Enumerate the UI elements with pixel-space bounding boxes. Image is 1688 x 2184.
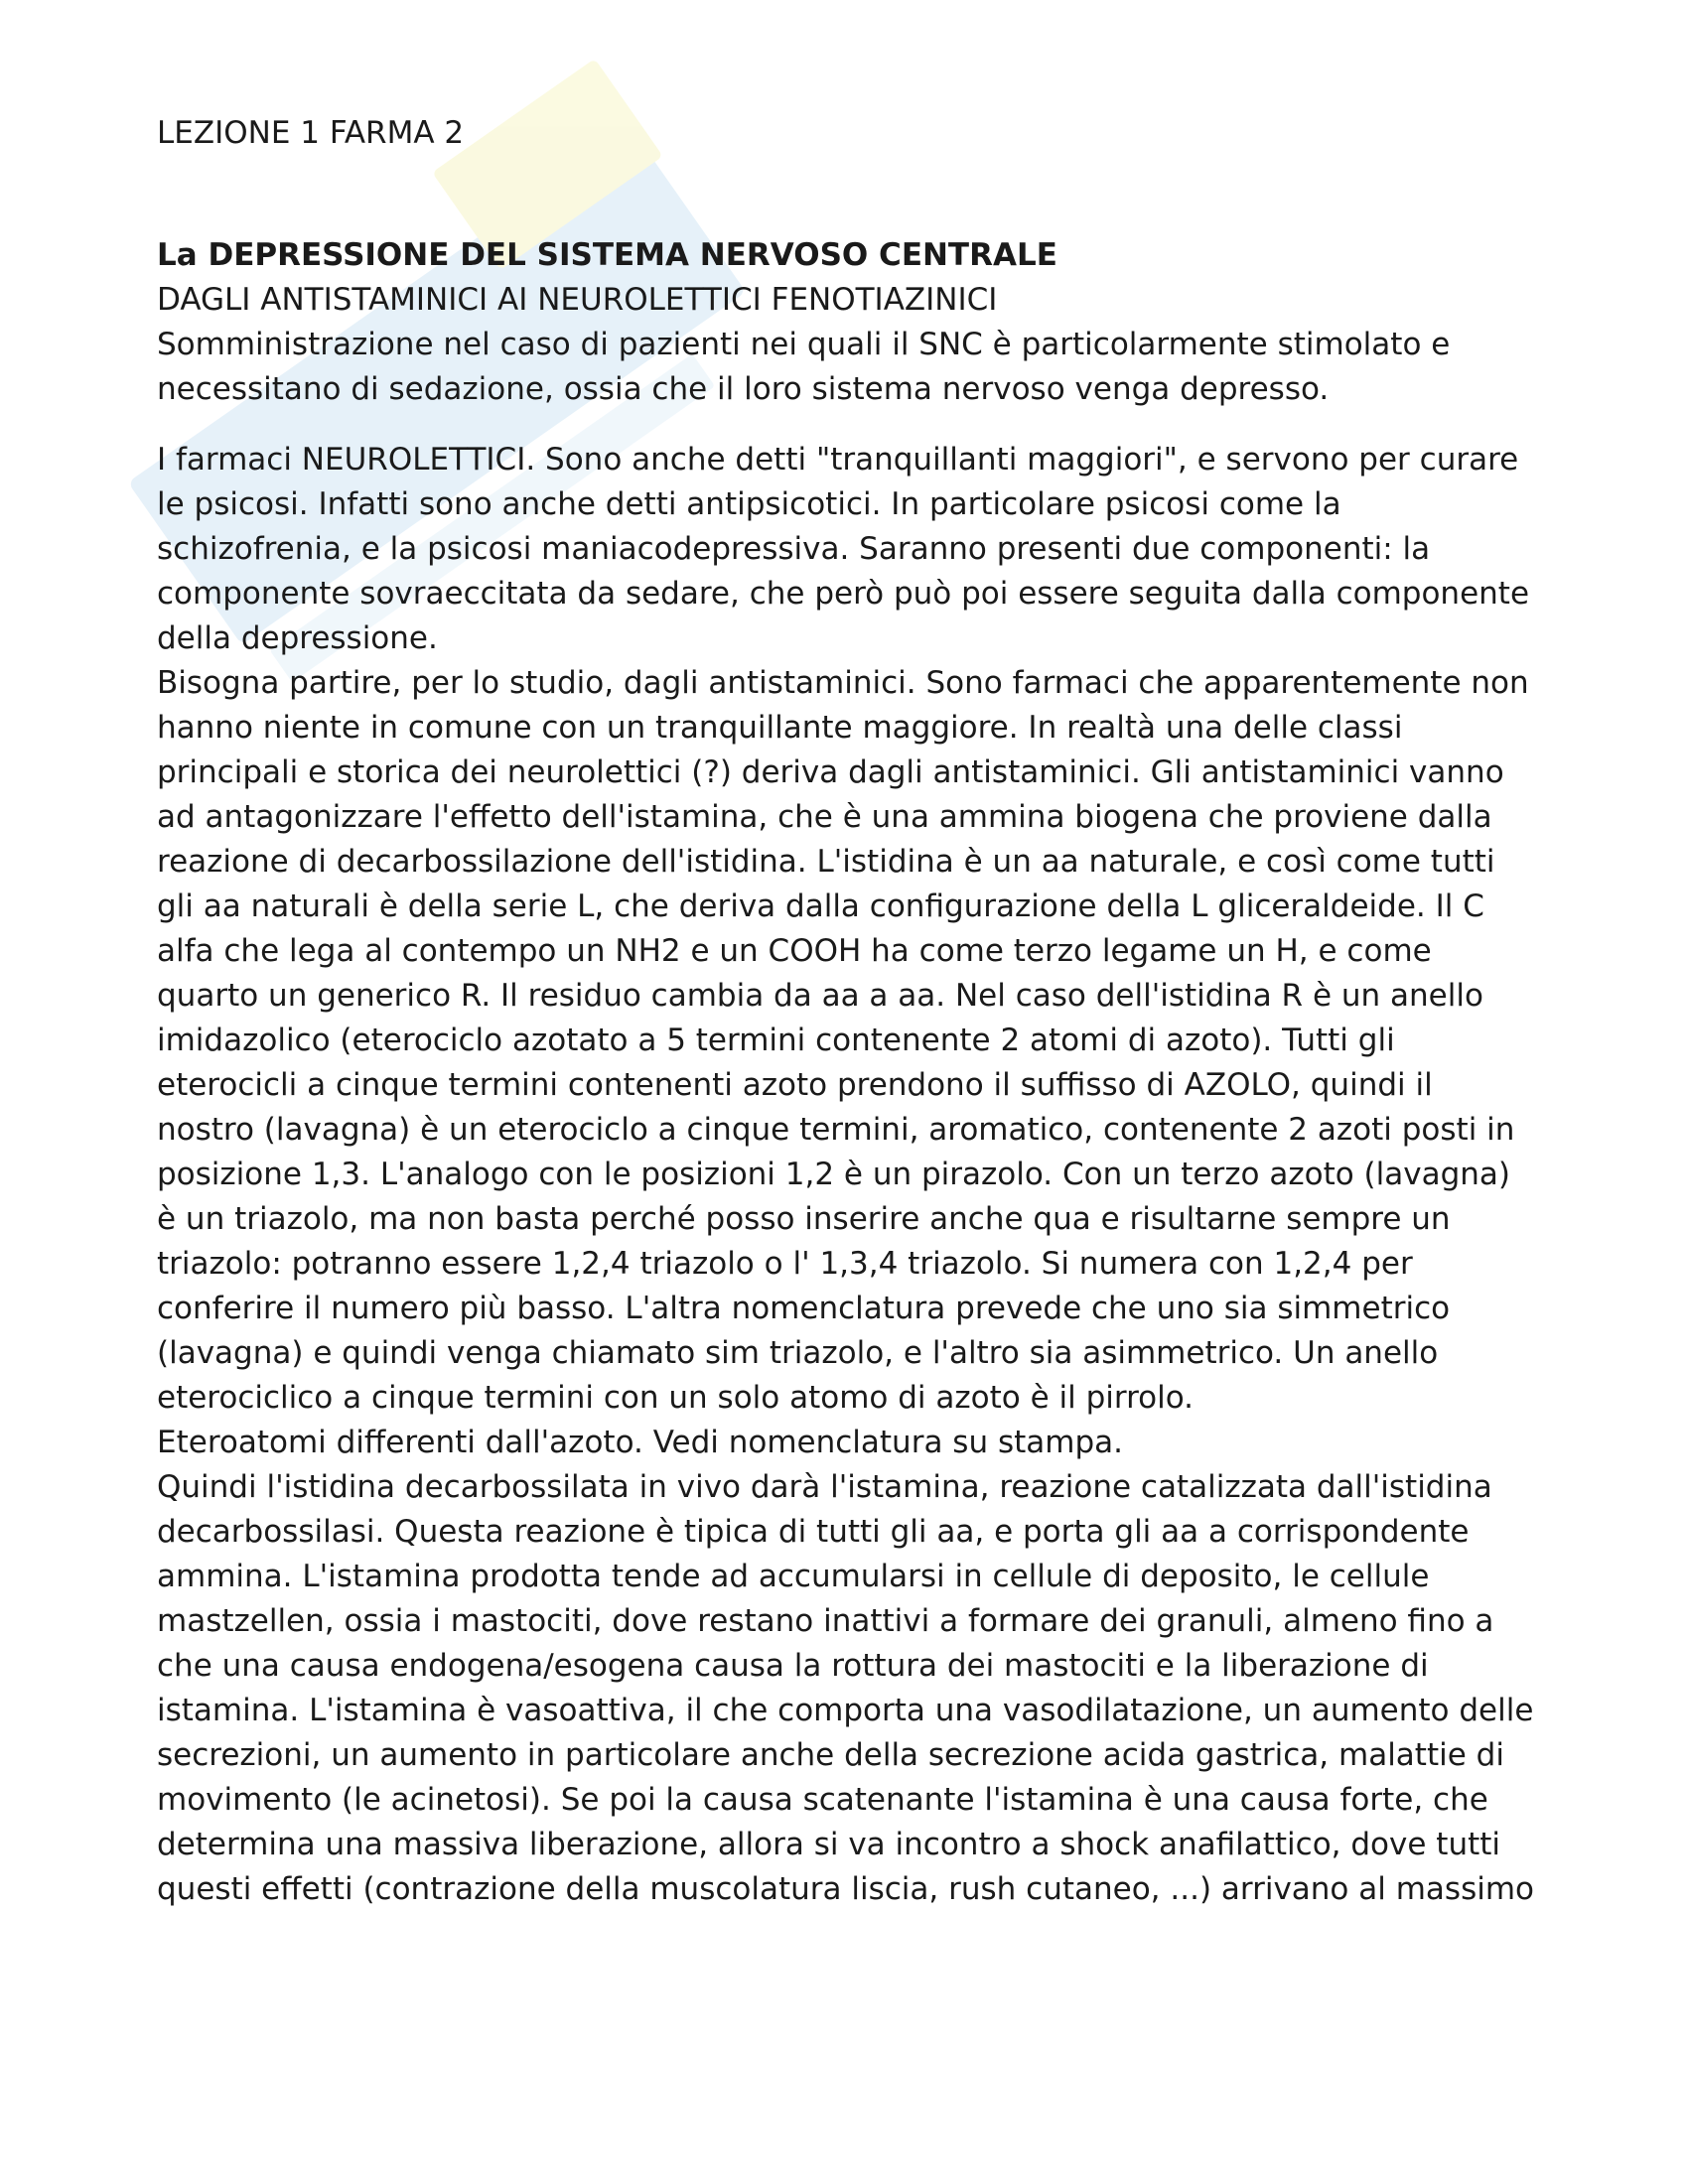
paragraph-eteroatomi: Eteroatomi differenti dall'azoto. Vedi nomenclatura su stampa.: [157, 1425, 1123, 1460]
paragraph-antistaminici: Bisogna partire, per lo studio, dagli antistaminici. Sono farmaci che apparentemente non hanno niente in comune con un tranquillante maggiore. In realtà una delle classi principali e storica dei neurolettici (?) deriva dagli antistaminici. Gli antistaminici vanno ad antagonizzare l'effetto dell'istamina, che è una ammina biogena che proviene dalla reazione di decarbossilazione dell'istidina. L'istidina è un aa naturale, e così come tutti gli aa naturali è della serie L, che deriva dalla configurazione della L gliceraldeide. Il C alfa che lega al contempo un NH2 e un COOH ha come terzo legame un H, e come quarto un generico R. Il residuo cambia da aa a aa. Nel caso dell'istidina R è un anello imidazolico (eterociclo azotato a 5 termini contenente 2 atomi di azoto). Tutti gli eterocicli a cinque termini contenenti azoto prendono il suffisso di AZOLO, quindi il nostro (lavagna) è un eterociclo a cinque termini, aromatico, contenente 2 azoti posti in posizione 1,3. L'analogo con le posizioni 1,2 è un pirazolo. Con un terzo azoto (lavagna) è un triazolo, ma non basta perché posso inserire anche qua e risultarne sempre un triazolo: potranno essere 1,2,4 triazolo o l' 1,3,4 triazolo. Si numera con 1,2,4 per conferire il numero più basso. L'altra nomenclatura prevede che uno sia simmetrico (lavagna) e quindi venga chiamato sim triazolo, e l'altro sia asimmetrico. Un anello eterociclico a cinque termini con un solo atomo di azoto è il pirrolo.: [157, 665, 1529, 1416]
document-header: LEZIONE 1 FARMA 2: [157, 115, 465, 151]
paragraph-intro: Somministrazione nel caso di pazienti nei quali il SNC è particolarmente stimolato e necessitano di sedazione, ossia che il loro sistema nervoso venga depresso.: [157, 327, 1451, 407]
document-subtitle: DAGLI ANTISTAMINICI AI NEUROLETTICI FENOTIAZINICI: [157, 282, 998, 318]
paragraph-neurolettici: I farmaci NEUROLETTICI. Sono anche detti "tranquillanti maggiori", e servono per curare le psicosi. Infatti sono anche detti antipsicotici. In particolare psicosi come la schizofrenia, e la psicosi maniacodepressiva. Saranno presenti due componenti: la componente sovraeccitata da sedare, che però può poi essere seguita dalla componente della depressione.: [157, 442, 1530, 656]
paragraph-istamina: Quindi l'istidina decarbossilata in vivo darà l'istamina, reazione catalizzata dall'istidina decarbossilasi. Questa reazione è tipica di tutti gli aa, e porta gli aa a corrispondente ammina. L'istamina prodotta tende ad accumularsi in cellule di deposito, le cellule mastzellen, ossia i mastociti, dove restano inattivi a formare dei granuli, almeno fino a che una causa endogena/esogena causa la rottura dei mastociti e la liberazione di istamina. L'istamina è vasoattiva, il che comporta una vasodilatazione, un aumento delle secrezioni, un aumento in particolare anche della secrezione acida gastrica, malattie di movimento (le acinetosi). Se poi la causa scatenante l'istamina è una causa forte, che determina una massiva liberazione, allora si va incontro a shock anafilattico, dove tutti questi effetti (contrazione della muscolatura liscia, rush cutaneo, ...) arrivano al massimo: [157, 1469, 1534, 1907]
document-title: La DEPRESSIONE DEL SISTEMA NERVOSO CENTRALE: [157, 237, 1057, 273]
document-page: [157, 111, 1537, 1912]
